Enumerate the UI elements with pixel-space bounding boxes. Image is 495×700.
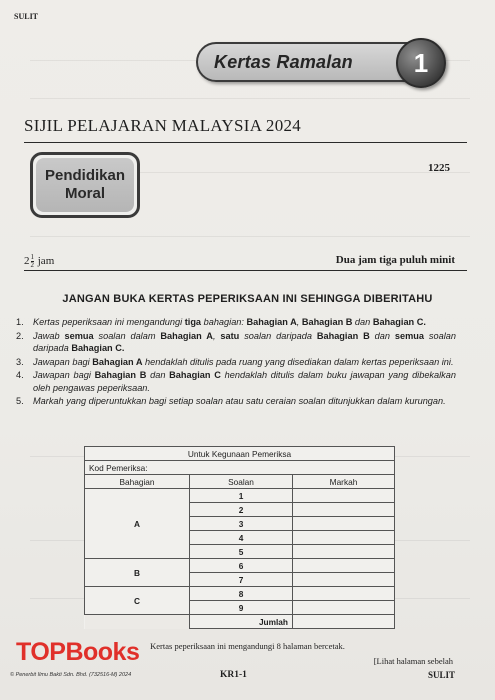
instruction-emphasis: Bahagian B [94,370,147,381]
instruction-item [16,356,456,368]
instruction-emphasis: Bahagian A [246,317,297,327]
instruction-emphasis: Bahagian C [169,370,221,381]
duration-whole: 2 [24,255,30,268]
duration-fraction [31,254,35,269]
instruction-item [16,330,456,355]
instruction-text: dan [369,330,395,341]
marks-cell[interactable] [293,489,395,503]
duration-short [24,254,54,269]
paper-ref-code: KR1-1 [220,670,247,680]
subject-line-2: Moral [64,185,105,202]
question-number: 6 [190,559,293,573]
instruction-item [16,369,456,394]
subject-line-1: Pendidikan [44,167,126,184]
table-title: Untuk Kegunaan Pemeriksa [85,447,395,461]
question-number: 2 [190,503,293,517]
table-row [85,559,395,573]
table-header: Markah [293,475,395,489]
instruction-text: bahagian: [201,317,247,327]
table-row [85,489,395,503]
instruction-text: hendaklah ditulis pada ruang yang disediakan dalam kertas peperiksaan ini. [142,356,454,367]
section-label: B [85,559,190,587]
instruction-text: , [296,317,302,327]
instruction-text: Kertas peperiksaan ini mengandungi [33,317,185,327]
instruction-emphasis: tiga [184,317,202,327]
warning-heading: JANGAN BUKA KERTAS PEPERIKSAAN INI SEHINGGA DIBERITAHU [62,293,433,305]
section-label: C [85,587,190,615]
instruction-text: hendaklah ditulis dalam buku jawapan yang dibekalkan oleh pengawas peperiksaan. [33,370,456,393]
table-header: Bahagian [85,475,190,489]
table-header: Soalan [190,475,293,489]
total-marks-cell[interactable] [293,615,395,629]
exam-title: SIJIL PELAJARAN MALAYSIA 2024 [24,116,302,135]
instruction-emphasis: Bahagian C. [71,343,125,353]
subject-label [36,158,134,212]
examiner-marks-table [84,446,395,629]
instruction-emphasis: semua [64,330,94,341]
instruction-text: dan [352,317,373,327]
copyright-text: © Penerbit Ilmu Bakti Sdn. Bhd. (732516-M) 2024 [10,672,132,678]
sulit-footer: SULIT [427,670,455,680]
logo-books-text: Books [65,638,140,666]
duration-unit: jam [37,255,55,268]
marks-cell[interactable] [293,545,395,559]
instruction-number: 3. [16,356,24,367]
instruction-text: Jawapan bagi [33,370,95,381]
title-rule [24,142,467,143]
instructions-list [16,316,456,409]
instruction-text: Jawab [33,330,65,341]
instruction-number: 2. [16,330,24,341]
total-blank [85,615,190,629]
duration-rule [24,270,467,271]
instruction-emphasis: Bahagian A [92,356,143,367]
marks-cell[interactable] [293,531,395,545]
instruction-emphasis: Bahagian A [160,330,213,341]
instruction-text: Markah yang diperuntukkan bagi setiap soalan atau satu ceraian soalan ditunjukkan dalam kurungan. [33,396,446,407]
sulit-header: SULIT [14,12,39,21]
instruction-emphasis: Bahagian C. [372,317,426,327]
marks-cell[interactable] [293,517,395,531]
instruction-number: 1. [16,317,24,327]
marks-cell[interactable] [293,573,395,587]
next-page-note: [Lihat halaman sebelah [373,656,453,666]
instruction-text: Jawapan bagi [33,356,93,367]
bleed-line [30,236,470,237]
total-label: Jumlah [190,615,293,629]
instruction-text: dan [146,370,170,381]
marks-cell[interactable] [293,503,395,517]
question-number: 3 [190,517,293,531]
instruction-number: 5. [16,396,24,407]
question-number: 8 [190,587,293,601]
instruction-item [16,395,456,407]
fraction-numerator: 1 [30,253,34,261]
instruction-emphasis: Bahagian B [316,330,370,341]
examiner-code-label: Kod Pemeriksa: [85,461,395,475]
question-number: 5 [190,545,293,559]
instruction-text: soalan daripada [239,330,317,341]
question-number: 1 [190,489,293,503]
instruction-text: soalan dalam [93,330,161,341]
instruction-number: 4. [16,370,24,381]
instruction-emphasis: satu [220,330,240,341]
logo-top-text: TOP [16,638,66,666]
table-row [85,587,395,601]
question-number: 4 [190,531,293,545]
instruction-text: soalan daripada [33,330,456,353]
instruction-text: , [212,330,221,341]
fraction-denominator: 2 [30,261,34,269]
section-label: A [85,489,190,559]
instruction-item [16,316,456,328]
question-number: 7 [190,573,293,587]
banner-number: 1 [396,38,446,88]
instruction-emphasis: Bahagian B [301,317,353,327]
marks-cell[interactable] [293,587,395,601]
banner-title: Kertas Ramalan [214,52,353,72]
question-number: 9 [190,601,293,615]
instruction-emphasis: semua [394,330,424,341]
marks-cell[interactable] [293,601,395,615]
page-count-note: Kertas peperiksaan ini mengandungi 8 halaman bercetak. [150,641,345,651]
marks-cell[interactable] [293,559,395,573]
bleed-line [30,98,470,99]
paper-code: 1225 [428,162,450,174]
duration-long: Dua jam tiga puluh minit [335,254,455,266]
